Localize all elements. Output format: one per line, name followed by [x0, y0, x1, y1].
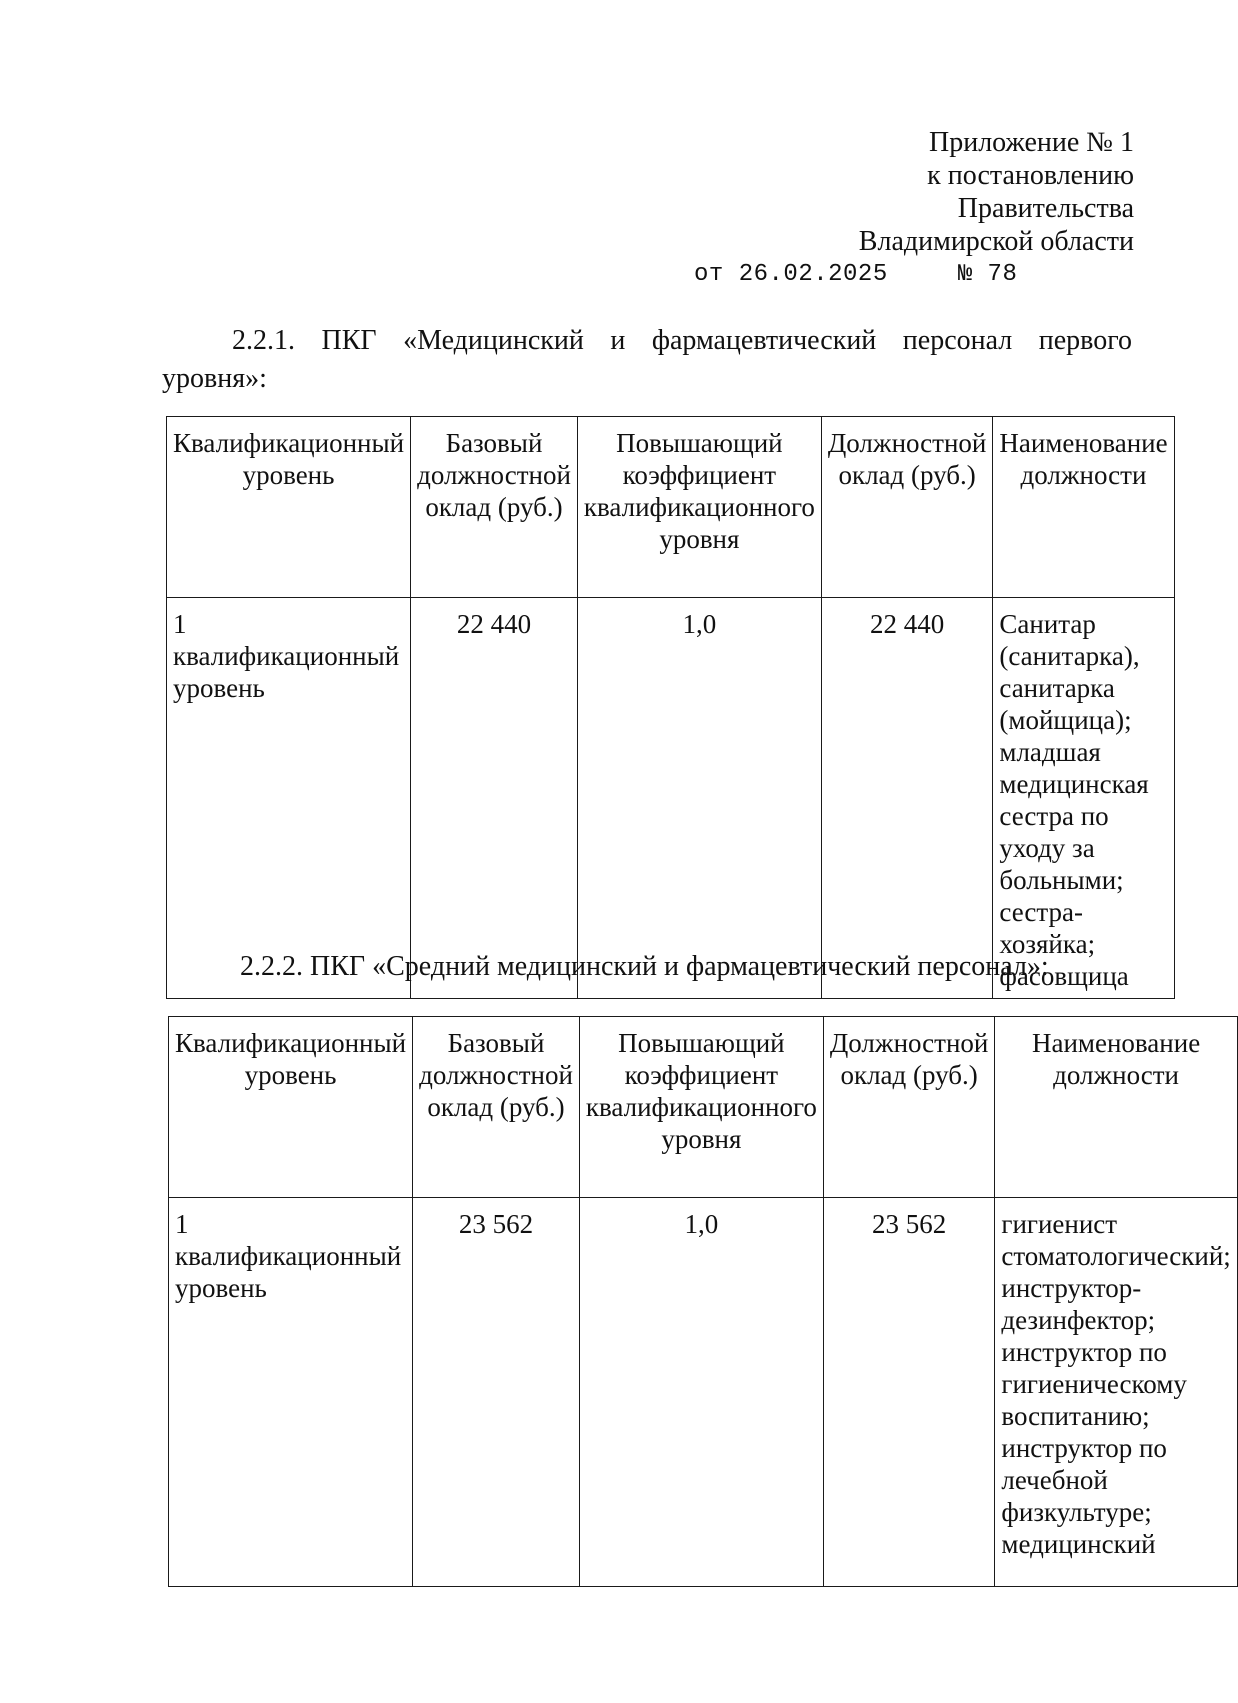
- cell-coefficient: 1,0: [577, 598, 821, 999]
- header-base-salary: Базовый должностной оклад (руб.): [413, 1017, 580, 1198]
- table-row: [167, 598, 1175, 999]
- section-1-title: [162, 322, 1132, 398]
- header-salary: Должностной оклад (руб.): [821, 417, 993, 598]
- decree-date-number: [614, 260, 1134, 290]
- section-1-title-line2: уровня»:: [162, 363, 267, 394]
- cell-positions: Санитар (санитарка), санитарка (мойщица); младшая медицинская сестра по уходу за больными; сестра-хозяйка; фасовщица: [993, 598, 1174, 999]
- header-position-name: Наименование должности: [995, 1017, 1237, 1198]
- header-qualification-level: Квалификационный уровень: [167, 417, 411, 598]
- cell-level: 1 квалификационный уровень: [167, 598, 411, 999]
- header-salary: Должностной оклад (руб.): [823, 1017, 995, 1198]
- decree-number: № 78: [957, 261, 1018, 288]
- table-header-row: [167, 417, 1175, 598]
- cell-salary: 22 440: [821, 598, 993, 999]
- section-1-title-line1: 2.2.1. ПКГ «Медицинский и фармацевтический персонал первого: [232, 325, 1132, 356]
- section-2-table: [168, 1016, 1238, 1587]
- cell-base-salary: 22 440: [411, 598, 578, 999]
- cell-level: 1 квалификационный уровень: [169, 1198, 413, 1587]
- cell-base-salary: 23 562: [413, 1198, 580, 1587]
- appendix-region: Владимирской области: [858, 226, 1134, 257]
- appendix-reference: к постановлению: [927, 160, 1134, 191]
- section-1-table: [166, 416, 1175, 999]
- decree-date: от 26.02.2025: [694, 261, 888, 288]
- header-base-salary: Базовый должностной оклад (руб.): [411, 417, 578, 598]
- cell-salary: 23 562: [823, 1198, 995, 1587]
- table-header-row: [169, 1017, 1238, 1198]
- cell-coefficient: 1,0: [579, 1198, 823, 1587]
- cell-positions: гигиенист стоматологический; инструктор-дезинфектор; инструктор по гигиеническому воспитанию; инструктор по лечебной физкультуре; медицинский: [995, 1198, 1237, 1587]
- appendix-title: Приложение № 1: [929, 127, 1134, 158]
- header-position-name: Наименование должности: [993, 417, 1174, 598]
- section-2-title: 2.2.2. ПКГ «Средний медицинский и фармацевтический персонал»:: [240, 951, 1049, 982]
- appendix-header: [614, 126, 1134, 290]
- appendix-authority: Правительства: [957, 193, 1134, 224]
- table-row: [169, 1198, 1238, 1587]
- header-qualification-level: Квалификационный уровень: [169, 1017, 413, 1198]
- header-coefficient: Повышающий коэффициент квалификационного уровня: [577, 417, 821, 598]
- header-coefficient: Повышающий коэффициент квалификационного уровня: [579, 1017, 823, 1198]
